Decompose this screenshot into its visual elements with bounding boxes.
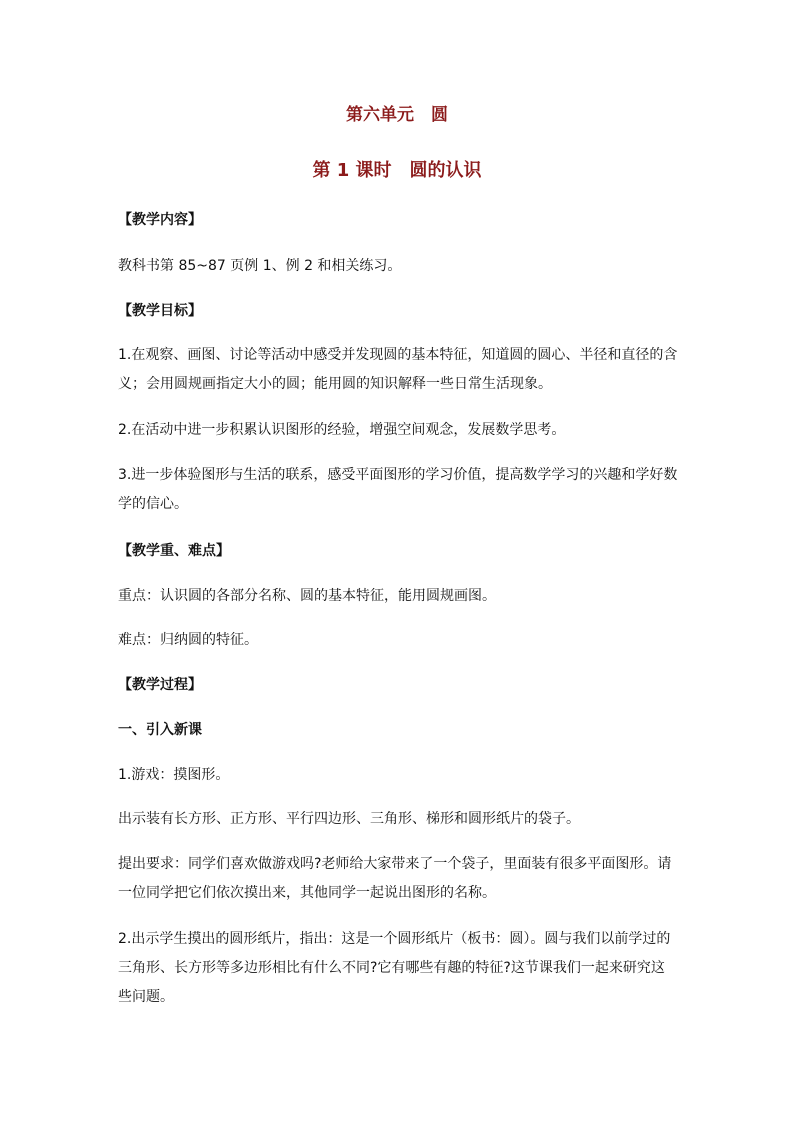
key-difficult-heading: 【教学重、难点】 xyxy=(118,543,230,559)
goal-1: 1.在观察、画图、讨论等活动中感受并发现圆的基本特征，知道圆的圆心、半径和直径的含义；会用圆规画指定大小的圆；能用圆的知识解释一些日常生活现象。 xyxy=(118,347,678,392)
step-2: 2.出示学生摸出的圆形纸片，指出：这是一个圆形纸片（板书：圆）。圆与我们以前学过的三角形、长方形等多边形相比有什么不同?它有哪些有趣的特征?这节课我们一起来研究这些问题。 xyxy=(118,931,671,1005)
step-1b: 提出要求：同学们喜欢做游戏吗?老师给大家带来了一个袋子，里面装有很多平面图形。请一位同学把它们依次摸出来，其他同学一起说出图形的名称。 xyxy=(118,856,672,901)
unit-title: 第六单元 圆 xyxy=(346,105,448,125)
key-point: 重点：认识圆的各部分名称、圆的基本特征，能用圆规画图。 xyxy=(118,588,496,604)
content-text: 教科书第 85~87 页例 1、例 2 和相关练习。 xyxy=(118,258,402,274)
goals-heading: 【教学目标】 xyxy=(118,303,202,319)
lesson-title: 第 1 课时 圆的认识 xyxy=(312,160,482,181)
step-1a: 出示装有长方形、正方形、平行四边形、三角形、梯形和圆形纸片的袋子。 xyxy=(118,811,580,827)
step-heading: 一、引入新课 xyxy=(118,722,202,738)
goal-3: 3.进一步体验图形与生活的联系，感受平面图形的学习价值，提高数学学习的兴趣和学好数学的信心。 xyxy=(118,467,678,512)
content-heading: 【教学内容】 xyxy=(118,212,202,228)
goal-2: 2.在活动中进一步积累认识图形的经验，增强空间观念，发展数学思考。 xyxy=(118,422,566,438)
step-1: 1.游戏：摸图形。 xyxy=(118,767,230,783)
process-heading: 【教学过程】 xyxy=(118,677,202,693)
difficult-point: 难点：归纳圆的特征。 xyxy=(118,632,258,648)
